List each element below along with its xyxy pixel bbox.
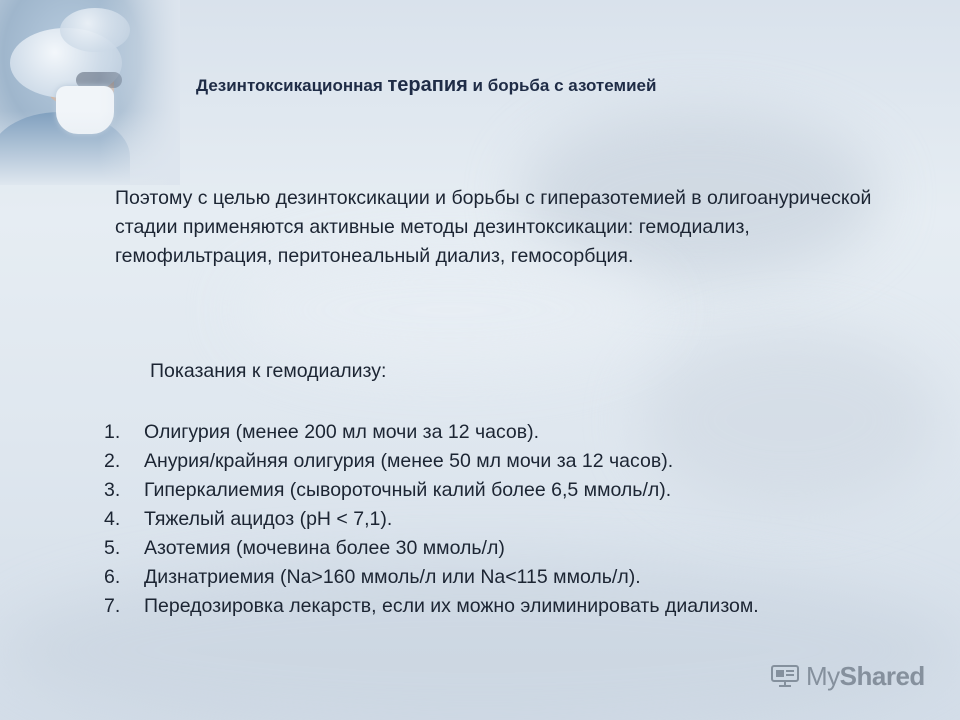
slide-title	[196, 74, 936, 97]
list-item-text: Анурия/крайняя олигурия (менее 50 мл мочи за 12 часов).	[144, 450, 674, 472]
title-text-end: и борьба с азотемией	[467, 76, 657, 95]
title-text-start: Дезинтоксикационная	[196, 76, 388, 95]
list-item	[104, 447, 944, 476]
list-item-text: Дизнатриемия (Na>160 ммоль/л или Na<115 ммоль/л).	[144, 566, 641, 588]
intro-paragraph: Поэтому с целью дезинтоксикации и борьбы с гиперазотемией в олигоанурической стадии применяются активные методы дезинтоксикации: гемодиализ, гемофильтрация, перитонеальный диализ, гемосорбция.	[115, 187, 872, 267]
list-item-number: 1.	[104, 421, 121, 443]
list-item-number: 5.	[104, 537, 121, 559]
myshared-logo	[770, 656, 925, 696]
list-item-text: Тяжелый ацидоз (pH < 7,1).	[144, 508, 393, 530]
list-item-number: 4.	[104, 508, 121, 530]
list-item	[104, 418, 944, 447]
list-item	[104, 505, 944, 534]
list-item	[104, 592, 944, 621]
logo-text-shared: Shared	[839, 660, 925, 691]
list-item-number: 2.	[104, 450, 121, 472]
list-item-number: 3.	[104, 479, 121, 501]
list-item	[104, 534, 944, 563]
indications-heading: Показания к гемодиализу:	[150, 360, 387, 382]
indications-list	[104, 418, 944, 621]
list-item-text: Олигурия (менее 200 мл мочи за 12 часов).	[144, 421, 540, 443]
list-item-number: 7.	[104, 595, 121, 617]
list-item	[104, 476, 944, 505]
logo-text	[806, 661, 925, 692]
surgeon-photo	[0, 0, 180, 185]
logo-text-my: My	[806, 660, 840, 691]
list-item-text: Передозировка лекарств, если их можно элиминировать диализом.	[144, 595, 759, 617]
list-item-number: 6.	[104, 566, 121, 588]
list-item	[104, 563, 944, 592]
list-item-text: Азотемия (мочевина более 30 ммоль/л)	[144, 537, 505, 559]
presentation-screen-icon	[770, 664, 800, 688]
list-item-text: Гиперкалиемия (сывороточный калий более 6,5 ммоль/л).	[144, 479, 672, 501]
title-text-emphasis: терапия	[387, 74, 468, 96]
